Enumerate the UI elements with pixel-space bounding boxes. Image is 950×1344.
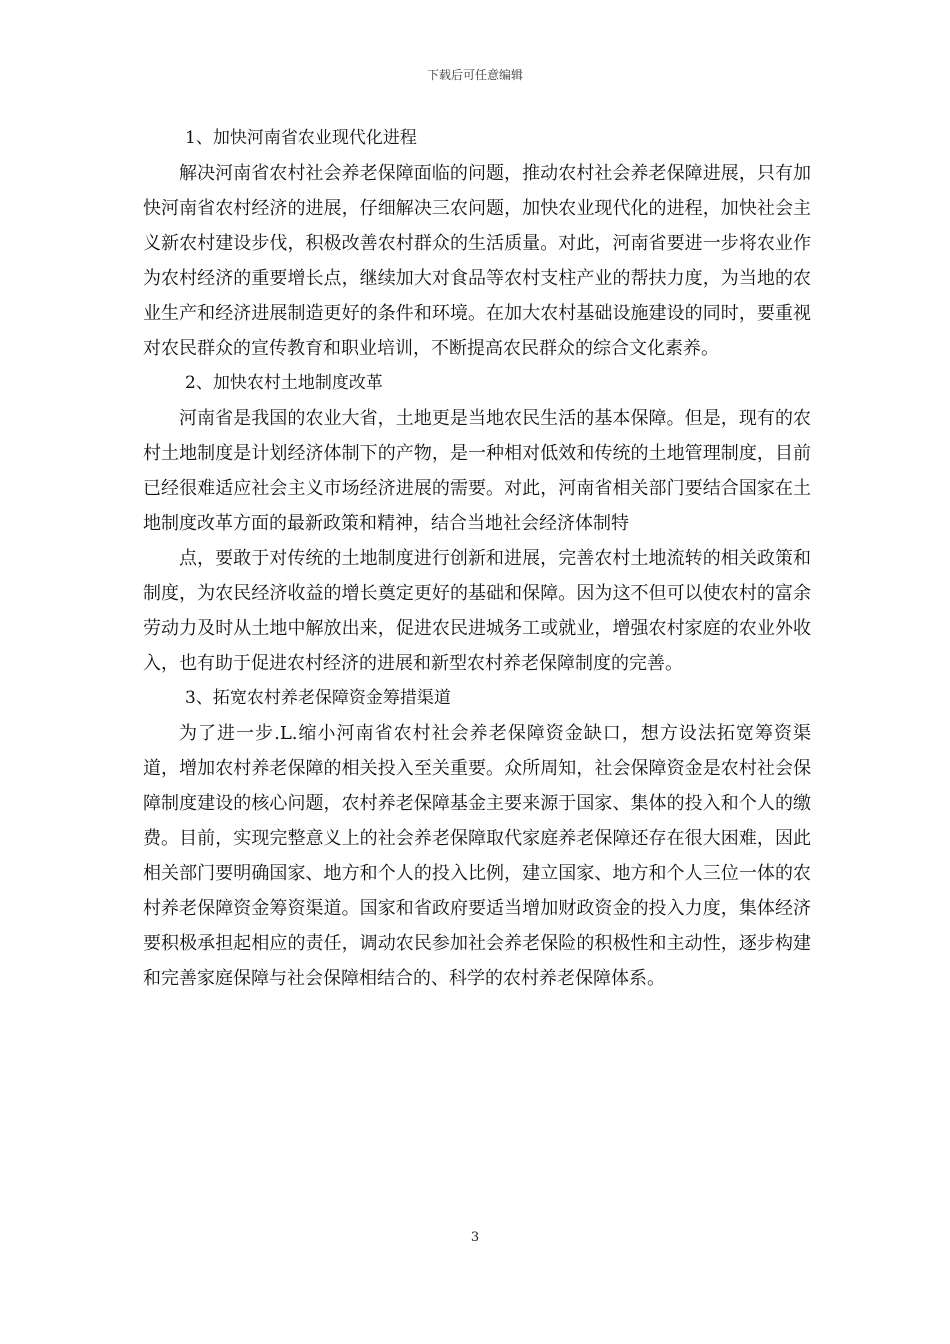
page-header: 下载后可任意编辑: [426, 68, 523, 82]
section-heading: 3、拓宽农村养老保障资金筹措渠道: [185, 688, 451, 708]
paragraph: 解决河南省农村社会养老保障面临的问题，推动农村社会养老保障进展，只有加快河南省农村经济的进展，仔细解决三农问题，加快农业现代化的进程，加快社会主义新农村建设步伐，积极改善农村群众的生活质量。对此，河南省要进一步将农业作为农村经济的重要增长点，继续加大对食品等农村支柱产业的帮扶力度，为当地的农业生产和经济进展制造更好的条件和环境。在加大农村基础设施建设的同时，要重视对农民群众的宣传教育和职业培训，不断提高农民群众的综合文化素养。: [143, 163, 811, 359]
paragraph: 点，要敢于对传统的土地制度进行创新和进展，完善农村土地流转的相关政策和制度，为农民经济收益的增长奠定更好的基础和保障。因为这不但可以使农村的富余劳动力及时从土地中解放出来，促进农民进城务工或就业，增强农村家庭的农业外收入，也有助于促进农村经济的进展和新型农村养老保障制度的完善。: [143, 548, 811, 674]
body-content: [143, 121, 811, 996]
section-heading: 2、加快农村土地制度改革: [185, 373, 383, 393]
paragraph: 河南省是我国的农业大省，土地更是当地农民生活的基本保障。但是，现有的农村土地制度是计划经济体制下的产物，是一种相对低效和传统的土地管理制度，目前已经很难适应社会主义市场经济进展的需要。对此，河南省相关部门要结合国家在土地制度改革方面的最新政策和精神，结合当地社会经济体制特: [143, 408, 811, 534]
paragraph: 为了进一步.L.缩小河南省农村社会养老保障资金缺口，想方设法拓宽筹资渠道，增加农村养老保障的相关投入至关重要。众所周知，社会保障资金是农村社会保障制度建设的核心问题，农村养老保障基金主要来源于国家、集体的投入和个人的缴费。目前，实现完整意义上的社会养老保障取代家庭养老保障还存在很大困难，因此相关部门要明确国家、地方和个人的投入比例，建立国家、地方和个人三位一体的农村养老保障资金筹资渠道。国家和省政府要适当增加财政资金的投入力度，集体经济要积极承担起相应的责任，调动农民参加社会养老保险的积极性和主动性，逐步构建和完善家庭保障与社会保障相结合的、科学的农村养老保障体系。: [143, 723, 811, 989]
page-number: 3: [470, 1230, 480, 1245]
section-heading: 1、加快河南省农业现代化进程: [185, 128, 417, 148]
